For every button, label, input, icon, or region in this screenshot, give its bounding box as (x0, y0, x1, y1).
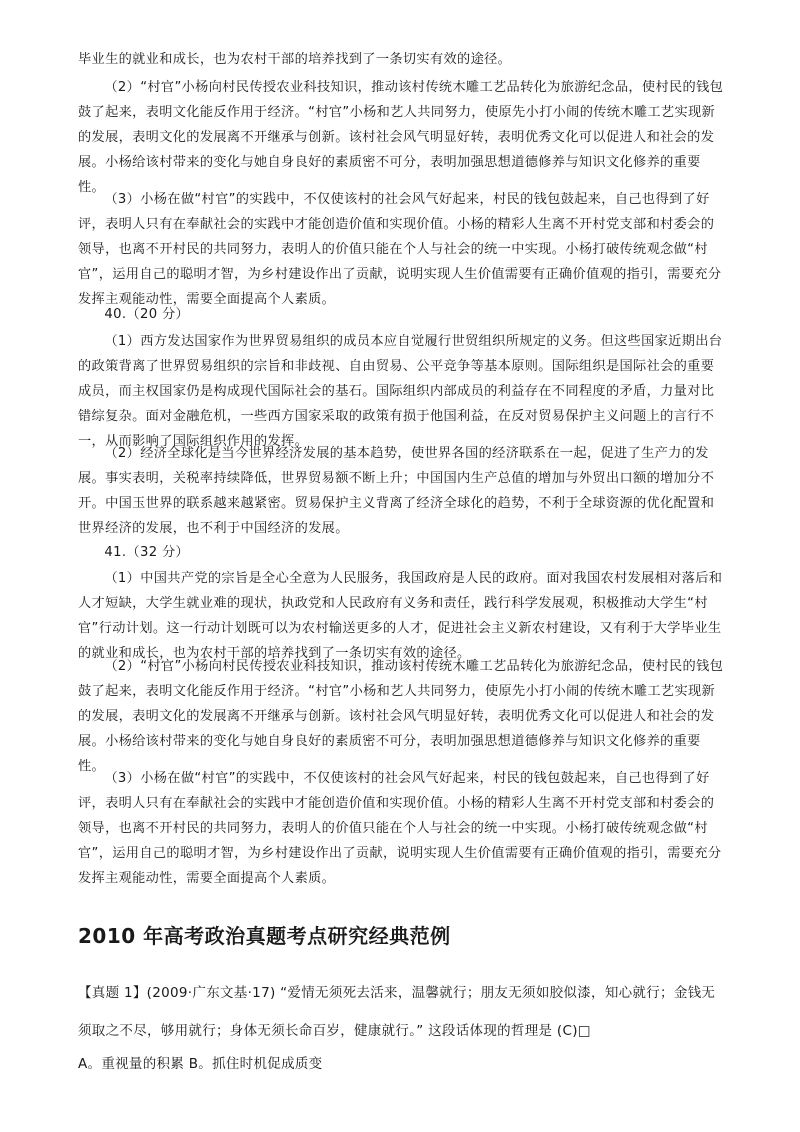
paragraph-q41-1: （1）中国共产党的宗旨是全心全意为人民服务，我国政府是人民的政府。面对我国农村发展相对落后和人才短缺，大学生就业难的现状，执政党和人民政府有义务和责任，践行科学发展观，积极推动大学生“村官”行动计划。这一行动计划既可以为农村输送更多的人才，促进社会主义新农村建设，又有利于大学毕业生的就业和成长，也为农村干部的培养找到了一条切实有效的途径。 (78, 571, 723, 661)
question-stem: 【真题 1】(2009·广东文基·17) “爱情无须死去活来，温馨就行；朋友无须如胶似漆，知心就行；金钱无须取之不尽，够用就行；身体无须长命百岁，健康就行。” 这段话体现的哲理是 (C)□ (78, 985, 716, 1039)
paragraph-answer-3: （3）小杨在做“村官”的实践中，不仅使该村的社会风气好起来，村民的钱包鼓起来，自己也得到了好评，表明人只有在奉献社会的实践中才能创造价值和实现价值。小杨的精彩人生离不开村党支部和村委会的领导，也离不开村民的共同努力，表明人的价值只能在个人与社会的统一中实现。小杨打破传统观念做“村官”，运用自己的聪明才智，为乡村建设作出了贡献，说明实现人生价值需要有正确价值观的指引，需要充分发挥主观能动性，需要全面提高个人素质。 (78, 192, 722, 307)
question-40-header: 40.（20 分） (104, 307, 190, 322)
paragraph-answer-2: （2）“村官”小杨向村民传授农业科技知识，推动该村传统木雕工艺品转化为旅游纪念品，使村民的钱包鼓了起来，表明文化能反作用于经济。“村官”小杨和艺人共同努力，使原先小打小闹的传统木雕工艺实现新的发展，表明文化的发展离不开继承与创新。该村社会风气明显好转，表明优秀文化可以促进人和社会的发展。小杨给该村带来的变化与她自身良好的素质密不可分，表明加强思想道德修养与知识文化修养的重要性。 (78, 80, 724, 195)
question-41-header: 41.（32 分） (104, 545, 190, 560)
paragraph-q41-2: （2）“村官”小杨向村民传授农业科技知识，推动该村传统木雕工艺品转化为旅游纪念品，使村民的钱包鼓了起来，表明文化能反作用于经济。“村官”小杨和艺人共同努力，使原先小打小闹的传统木雕工艺实现新的发展，表明文化的发展离不开继承与创新。该村社会风气明显好转，表明优秀文化可以促进人和社会的发展。小杨给该村带来的变化与她自身良好的素质密不可分，表明加强思想道德修养与知识文化修养的重要性。 (78, 659, 724, 774)
paragraph-continuation: 毕业生的就业和成长，也为农村干部的培养找到了一条切实有效的途径。 (78, 52, 512, 67)
paragraph-q40-2: （2）经济全球化是当今世界经济发展的基本趋势，使世界各国的经济联系在一起，促进了生产力的发展。事实表明，关税率持续降低，世界贸易额不断上升；中国国内生产总值的增加与外贸出口额的增加分不开。中国玉世界的联系越来越紧密。贸易保护主义背离了经济全球化的趋势，不利于全球资源的优化配置和世界经济的发展，也不利于中国经济的发展。 (78, 446, 715, 536)
section-heading: 2010 年高考政治真题考点研究经典范例 (78, 924, 451, 948)
question-options: A。重视量的积累 B。抓住时机促成质变 (78, 1056, 323, 1072)
paragraph-q40-1: （1）西方发达国家作为世界贸易组织的成员本应自觉履行世贸组织所规定的义务。但这些国家近期出台的政策背离了世界贸易组织的宗旨和非歧视、自由贸易、公平竞争等基本原则。国际组织是国际社会的重要成员，而主权国家仍是构成现代国际社会的基石。国际组织内部成员的利益存在不同程度的矛盾，力量对比错综复杂。面对金融危机，一些西方国家采取的政策有损于他国利益，在反对贸易保护主义问题上的言行不一，从而影响了国际组织作用的发挥。 (78, 334, 723, 449)
paragraph-q41-3: （3）小杨在做“村官”的实践中，不仅使该村的社会风气好起来，村民的钱包鼓起来，自己也得到了好评，表明人只有在奉献社会的实践中才能创造价值和实现价值。小杨的精彩人生离不开村党支部和村委会的领导，也离不开村民的共同努力，表明人的价值只能在个人与社会的统一中实现。小杨打破传统观念做“村官”，运用自己的聪明才智，为乡村建设作出了贡献，说明实现人生价值需要有正确价值观的指引，需要充分发挥主观能动性，需要全面提高个人素质。 (78, 771, 722, 886)
